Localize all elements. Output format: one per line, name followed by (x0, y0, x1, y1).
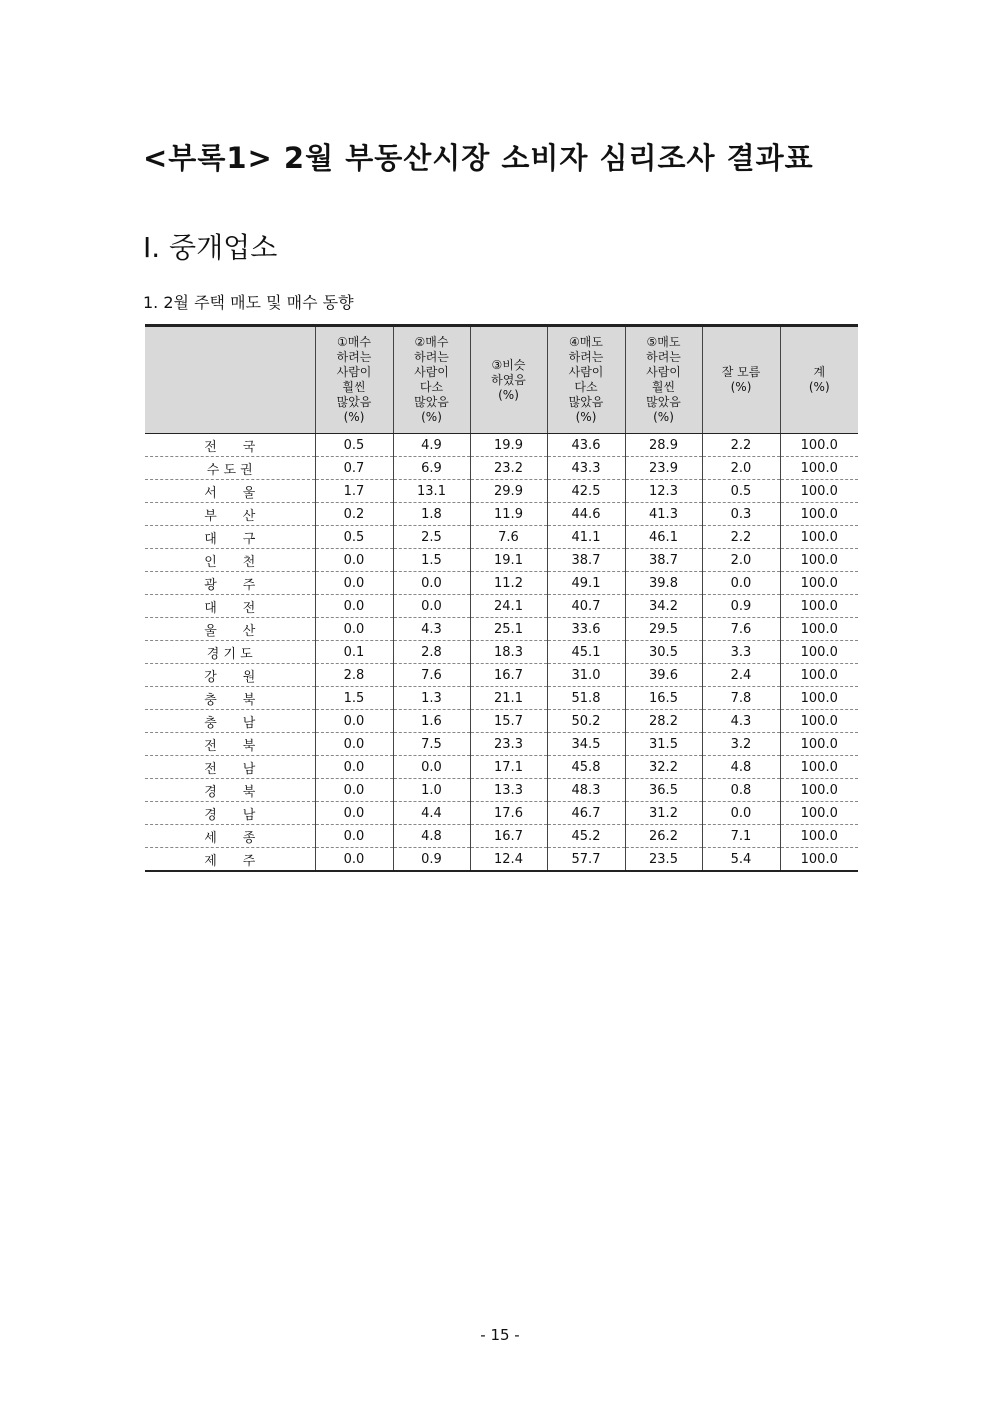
header-label: 계 (%) (808, 365, 830, 394)
value-cell: 2.4 (702, 664, 780, 687)
value-cell: 42.5 (547, 480, 625, 503)
value-cell: 2.0 (702, 549, 780, 572)
value-cell: 0.0 (315, 802, 393, 825)
value-cell: 45.1 (547, 641, 625, 664)
region-cell: 울 산 (145, 618, 315, 641)
value-cell: 11.2 (470, 572, 547, 595)
value-cell: 7.1 (702, 825, 780, 848)
value-cell: 0.9 (393, 848, 470, 872)
value-cell: 17.1 (470, 756, 547, 779)
value-cell: 0.0 (315, 618, 393, 641)
value-cell: 34.2 (625, 595, 702, 618)
value-cell: 5.4 (702, 848, 780, 872)
value-cell: 1.3 (393, 687, 470, 710)
value-cell: 50.2 (547, 710, 625, 733)
region-cell: 충 남 (145, 710, 315, 733)
value-cell: 0.1 (315, 641, 393, 664)
value-cell: 12.4 (470, 848, 547, 872)
value-cell: 7.8 (702, 687, 780, 710)
value-cell: 3.2 (702, 733, 780, 756)
value-cell: 100.0 (780, 549, 858, 572)
value-cell: 4.8 (702, 756, 780, 779)
value-cell: 0.0 (315, 549, 393, 572)
value-cell: 32.2 (625, 756, 702, 779)
value-cell: 0.8 (702, 779, 780, 802)
header-label: ⑤매도 하려는 사람이 훨씬 많았음 (%) (646, 335, 681, 424)
value-cell: 23.9 (625, 457, 702, 480)
region-cell: 전 남 (145, 756, 315, 779)
region-cell: 광 주 (145, 572, 315, 595)
table-row (145, 457, 858, 480)
value-cell: 0.0 (315, 733, 393, 756)
table-row (145, 618, 858, 641)
table-row (145, 848, 858, 872)
value-cell: 2.2 (702, 526, 780, 549)
value-cell: 7.6 (393, 664, 470, 687)
header-label: ②매수 하려는 사람이 다소 많았음 (%) (414, 335, 449, 424)
value-cell: 0.0 (315, 756, 393, 779)
table-row (145, 434, 858, 457)
value-cell: 2.2 (702, 434, 780, 457)
value-cell: 28.9 (625, 434, 702, 457)
value-cell: 4.9 (393, 434, 470, 457)
value-cell: 3.3 (702, 641, 780, 664)
region-cell: 경 북 (145, 779, 315, 802)
value-cell: 21.1 (470, 687, 547, 710)
table-row (145, 710, 858, 733)
header-label: ①매수 하려는 사람이 훨씬 많았음 (%) (336, 335, 372, 424)
value-cell: 31.0 (547, 664, 625, 687)
table-row (145, 802, 858, 825)
value-cell: 51.8 (547, 687, 625, 710)
table-row (145, 480, 858, 503)
buy-somewhat-more-header (393, 326, 470, 434)
value-cell: 100.0 (780, 756, 858, 779)
value-cell: 1.8 (393, 503, 470, 526)
value-cell: 0.0 (702, 572, 780, 595)
value-cell: 4.3 (702, 710, 780, 733)
value-cell: 1.7 (315, 480, 393, 503)
value-cell: 0.0 (393, 572, 470, 595)
buy-much-more-header (315, 326, 393, 434)
value-cell: 31.2 (625, 802, 702, 825)
value-cell: 2.8 (393, 641, 470, 664)
region-cell: 부 산 (145, 503, 315, 526)
value-cell: 23.2 (470, 457, 547, 480)
value-cell: 41.1 (547, 526, 625, 549)
value-cell: 1.0 (393, 779, 470, 802)
value-cell: 100.0 (780, 434, 858, 457)
value-cell: 100.0 (780, 618, 858, 641)
value-cell: 0.5 (702, 480, 780, 503)
table-row (145, 641, 858, 664)
document-title: <부록1> 2월 부동산시장 소비자 심리조사 결과표 (143, 141, 814, 175)
value-cell: 46.1 (625, 526, 702, 549)
value-cell: 1.5 (315, 687, 393, 710)
value-cell: 24.1 (470, 595, 547, 618)
value-cell: 38.7 (625, 549, 702, 572)
region-cell: 경 남 (145, 802, 315, 825)
value-cell: 0.0 (315, 572, 393, 595)
value-cell: 4.8 (393, 825, 470, 848)
value-cell: 18.3 (470, 641, 547, 664)
value-cell: 100.0 (780, 480, 858, 503)
value-cell: 0.0 (702, 802, 780, 825)
table-caption: 1. 2월 주택 매도 및 매수 동향 (143, 293, 354, 312)
value-cell: 31.5 (625, 733, 702, 756)
value-cell: 100.0 (780, 457, 858, 480)
value-cell: 48.3 (547, 779, 625, 802)
value-cell: 28.2 (625, 710, 702, 733)
value-cell: 0.5 (315, 434, 393, 457)
table-row (145, 779, 858, 802)
value-cell: 0.0 (315, 710, 393, 733)
value-cell: 17.6 (470, 802, 547, 825)
value-cell: 15.7 (470, 710, 547, 733)
value-cell: 0.0 (393, 595, 470, 618)
value-cell: 16.7 (470, 825, 547, 848)
value-cell: 100.0 (780, 779, 858, 802)
value-cell: 7.5 (393, 733, 470, 756)
table-row (145, 664, 858, 687)
value-cell: 39.8 (625, 572, 702, 595)
table-row (145, 549, 858, 572)
value-cell: 13.1 (393, 480, 470, 503)
value-cell: 100.0 (780, 595, 858, 618)
value-cell: 16.5 (625, 687, 702, 710)
value-cell: 30.5 (625, 641, 702, 664)
table-row (145, 756, 858, 779)
value-cell: 39.6 (625, 664, 702, 687)
sell-somewhat-more-header (547, 326, 625, 434)
table-row (145, 825, 858, 848)
results-table (145, 324, 858, 872)
region-cell: 전 국 (145, 434, 315, 457)
value-cell: 12.3 (625, 480, 702, 503)
value-cell: 100.0 (780, 733, 858, 756)
table-row (145, 572, 858, 595)
similar-header (470, 326, 547, 434)
value-cell: 11.9 (470, 503, 547, 526)
value-cell: 0.9 (702, 595, 780, 618)
header-label: ④매도 하려는 사람이 다소 많았음 (%) (568, 335, 604, 424)
value-cell: 100.0 (780, 503, 858, 526)
table-row (145, 503, 858, 526)
region-cell: 전 북 (145, 733, 315, 756)
value-cell: 2.0 (702, 457, 780, 480)
value-cell: 57.7 (547, 848, 625, 872)
value-cell: 34.5 (547, 733, 625, 756)
value-cell: 100.0 (780, 664, 858, 687)
sell-much-more-header (625, 326, 702, 434)
value-cell: 33.6 (547, 618, 625, 641)
value-cell: 100.0 (780, 825, 858, 848)
value-cell: 45.2 (547, 825, 625, 848)
region-cell: 제 주 (204, 853, 256, 869)
value-cell: 0.2 (315, 503, 393, 526)
value-cell: 25.1 (470, 618, 547, 641)
value-cell: 2.5 (393, 526, 470, 549)
value-cell: 43.6 (547, 434, 625, 457)
table-row (145, 595, 858, 618)
table-row (145, 733, 858, 756)
value-cell: 43.3 (547, 457, 625, 480)
region-cell: 대 구 (145, 526, 315, 549)
value-cell: 4.3 (393, 618, 470, 641)
value-cell: 0.7 (315, 457, 393, 480)
value-cell: 4.4 (393, 802, 470, 825)
value-cell: 6.9 (393, 457, 470, 480)
unknown-header (702, 326, 780, 434)
region-cell: 대 전 (145, 595, 315, 618)
value-cell: 29.5 (625, 618, 702, 641)
table-header (145, 326, 858, 434)
value-cell: 0.0 (315, 848, 393, 872)
value-cell: 100.0 (780, 848, 858, 872)
value-cell: 19.9 (470, 434, 547, 457)
value-cell: 23.5 (625, 848, 702, 872)
table-body (145, 434, 858, 872)
region-cell: 서 울 (145, 480, 315, 503)
section-heading: Ⅰ. 중개업소 (143, 231, 278, 264)
value-cell: 41.3 (625, 503, 702, 526)
region-cell: 강 원 (145, 664, 315, 687)
region-cell: 경 기 도 (145, 641, 315, 664)
value-cell: 7.6 (702, 618, 780, 641)
value-cell: 100.0 (780, 687, 858, 710)
value-cell: 0.0 (393, 756, 470, 779)
value-cell: 0.0 (315, 595, 393, 618)
value-cell: 40.7 (547, 595, 625, 618)
page-number: - 15 - (480, 1326, 520, 1344)
region-cell: 세 종 (145, 825, 315, 848)
region-header (145, 326, 315, 434)
region-cell: 인 천 (145, 549, 315, 572)
value-cell: 29.9 (470, 480, 547, 503)
value-cell: 100.0 (780, 710, 858, 733)
header-row (145, 326, 858, 434)
region-cell: 충 북 (145, 687, 315, 710)
value-cell: 26.2 (625, 825, 702, 848)
value-cell: 46.7 (547, 802, 625, 825)
value-cell: 16.7 (470, 664, 547, 687)
value-cell: 0.0 (315, 825, 393, 848)
value-cell: 13.3 (470, 779, 547, 802)
value-cell: 1.6 (393, 710, 470, 733)
value-cell: 38.7 (547, 549, 625, 572)
header-label: 잘 모름 (%) (721, 365, 761, 394)
value-cell: 45.8 (547, 756, 625, 779)
value-cell: 44.6 (547, 503, 625, 526)
value-cell: 19.1 (470, 549, 547, 572)
header-label: ③비슷 하였음 (%) (491, 357, 526, 402)
value-cell: 49.1 (547, 572, 625, 595)
value-cell: 23.3 (470, 733, 547, 756)
region-cell: 수 도 권 (145, 457, 315, 480)
value-cell: 100.0 (780, 641, 858, 664)
value-cell: 100.0 (780, 802, 858, 825)
value-cell: 0.3 (702, 503, 780, 526)
value-cell: 36.5 (625, 779, 702, 802)
table-row (145, 687, 858, 710)
table-row (145, 526, 858, 549)
value-cell: 100.0 (780, 526, 858, 549)
total-header (780, 326, 858, 434)
value-cell: 0.0 (315, 779, 393, 802)
value-cell: 100.0 (780, 572, 858, 595)
value-cell: 2.8 (315, 664, 393, 687)
value-cell: 0.5 (315, 526, 393, 549)
value-cell: 1.5 (393, 549, 470, 572)
value-cell: 7.6 (470, 526, 547, 549)
